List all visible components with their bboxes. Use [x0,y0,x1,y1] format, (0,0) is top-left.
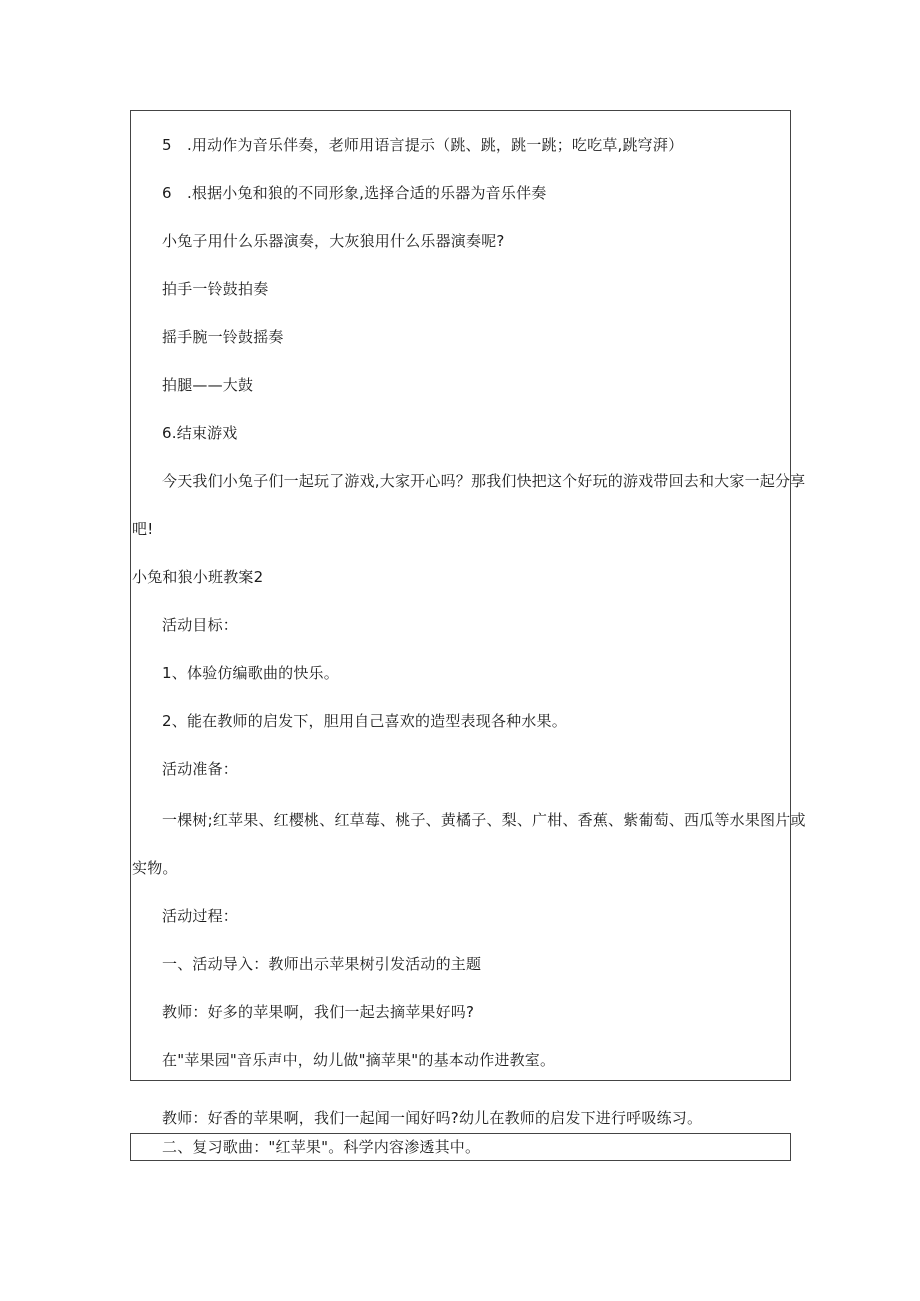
paragraph-closing-1: 今天我们小兔子们一起玩了游戏,大家开心吗？那我们快把这个好玩的游戏带回去和大家一起分享 [162,472,806,490]
paragraph-shake-wrist: 摇手腕一铃鼓摇奏 [162,328,284,346]
section-title: 小兔和狼小班教案2 [132,568,264,586]
objective-2: 2、能在教师的启发下，胆用自己喜欢的造型表现各种水果。 [162,712,567,730]
content-table-frame [130,110,791,1081]
heading-process: 活动过程： [162,907,239,925]
teacher-line-1: 教师：好多的苹果啊，我们一起去摘苹果好吗? [162,1003,475,1021]
preparation-list-2: 实物。 [132,859,178,877]
paragraph-clap-legs: 拍腿——大鼓 [162,376,254,394]
paragraph-end-game: 6.结束游戏 [162,424,238,442]
paragraph-clap-hands: 拍手一铃鼓拍奏 [162,280,269,298]
heading-objectives: 活动目标： [162,616,239,634]
process-step-1: 一、活动导入：教师出示苹果树引发活动的主题 [162,955,482,973]
objective-1: 1、体验仿编歌曲的快乐。 [162,664,339,682]
teacher-line-2: 教师：好香的苹果啊，我们一起闻一闻好吗?幼儿在教师的启发下进行呼吸练习。 [162,1109,703,1127]
paragraph-question: 小兔子用什么乐器演奏，大灰狼用什么乐器演奏呢? [162,232,505,250]
paragraph-step-5: 5 .用动作为音乐伴奏，老师用语言提示（跳、跳，跳一跳；吃吃草,跳穹湃） [162,136,684,154]
paragraph-closing-2: 吧! [132,520,154,538]
heading-preparation: 活动准备： [162,760,239,778]
apple-orchard-line: 在"苹果园"音乐声中，幼儿做"摘苹果"的基本动作进教室。 [162,1051,556,1069]
process-step-2: 二、复习歌曲："红苹果"。科学内容渗透其中。 [162,1138,481,1156]
preparation-list-1: 一棵树;红苹果、红樱桃、红草莓、桃子、黄橘子、梨、广柑、香蕉、紫葡萄、西瓜等水果图片或 [162,811,806,829]
paragraph-step-6: 6 .根据小兔和狼的不同形象,选择合适的乐器为音乐伴奏 [162,184,547,202]
